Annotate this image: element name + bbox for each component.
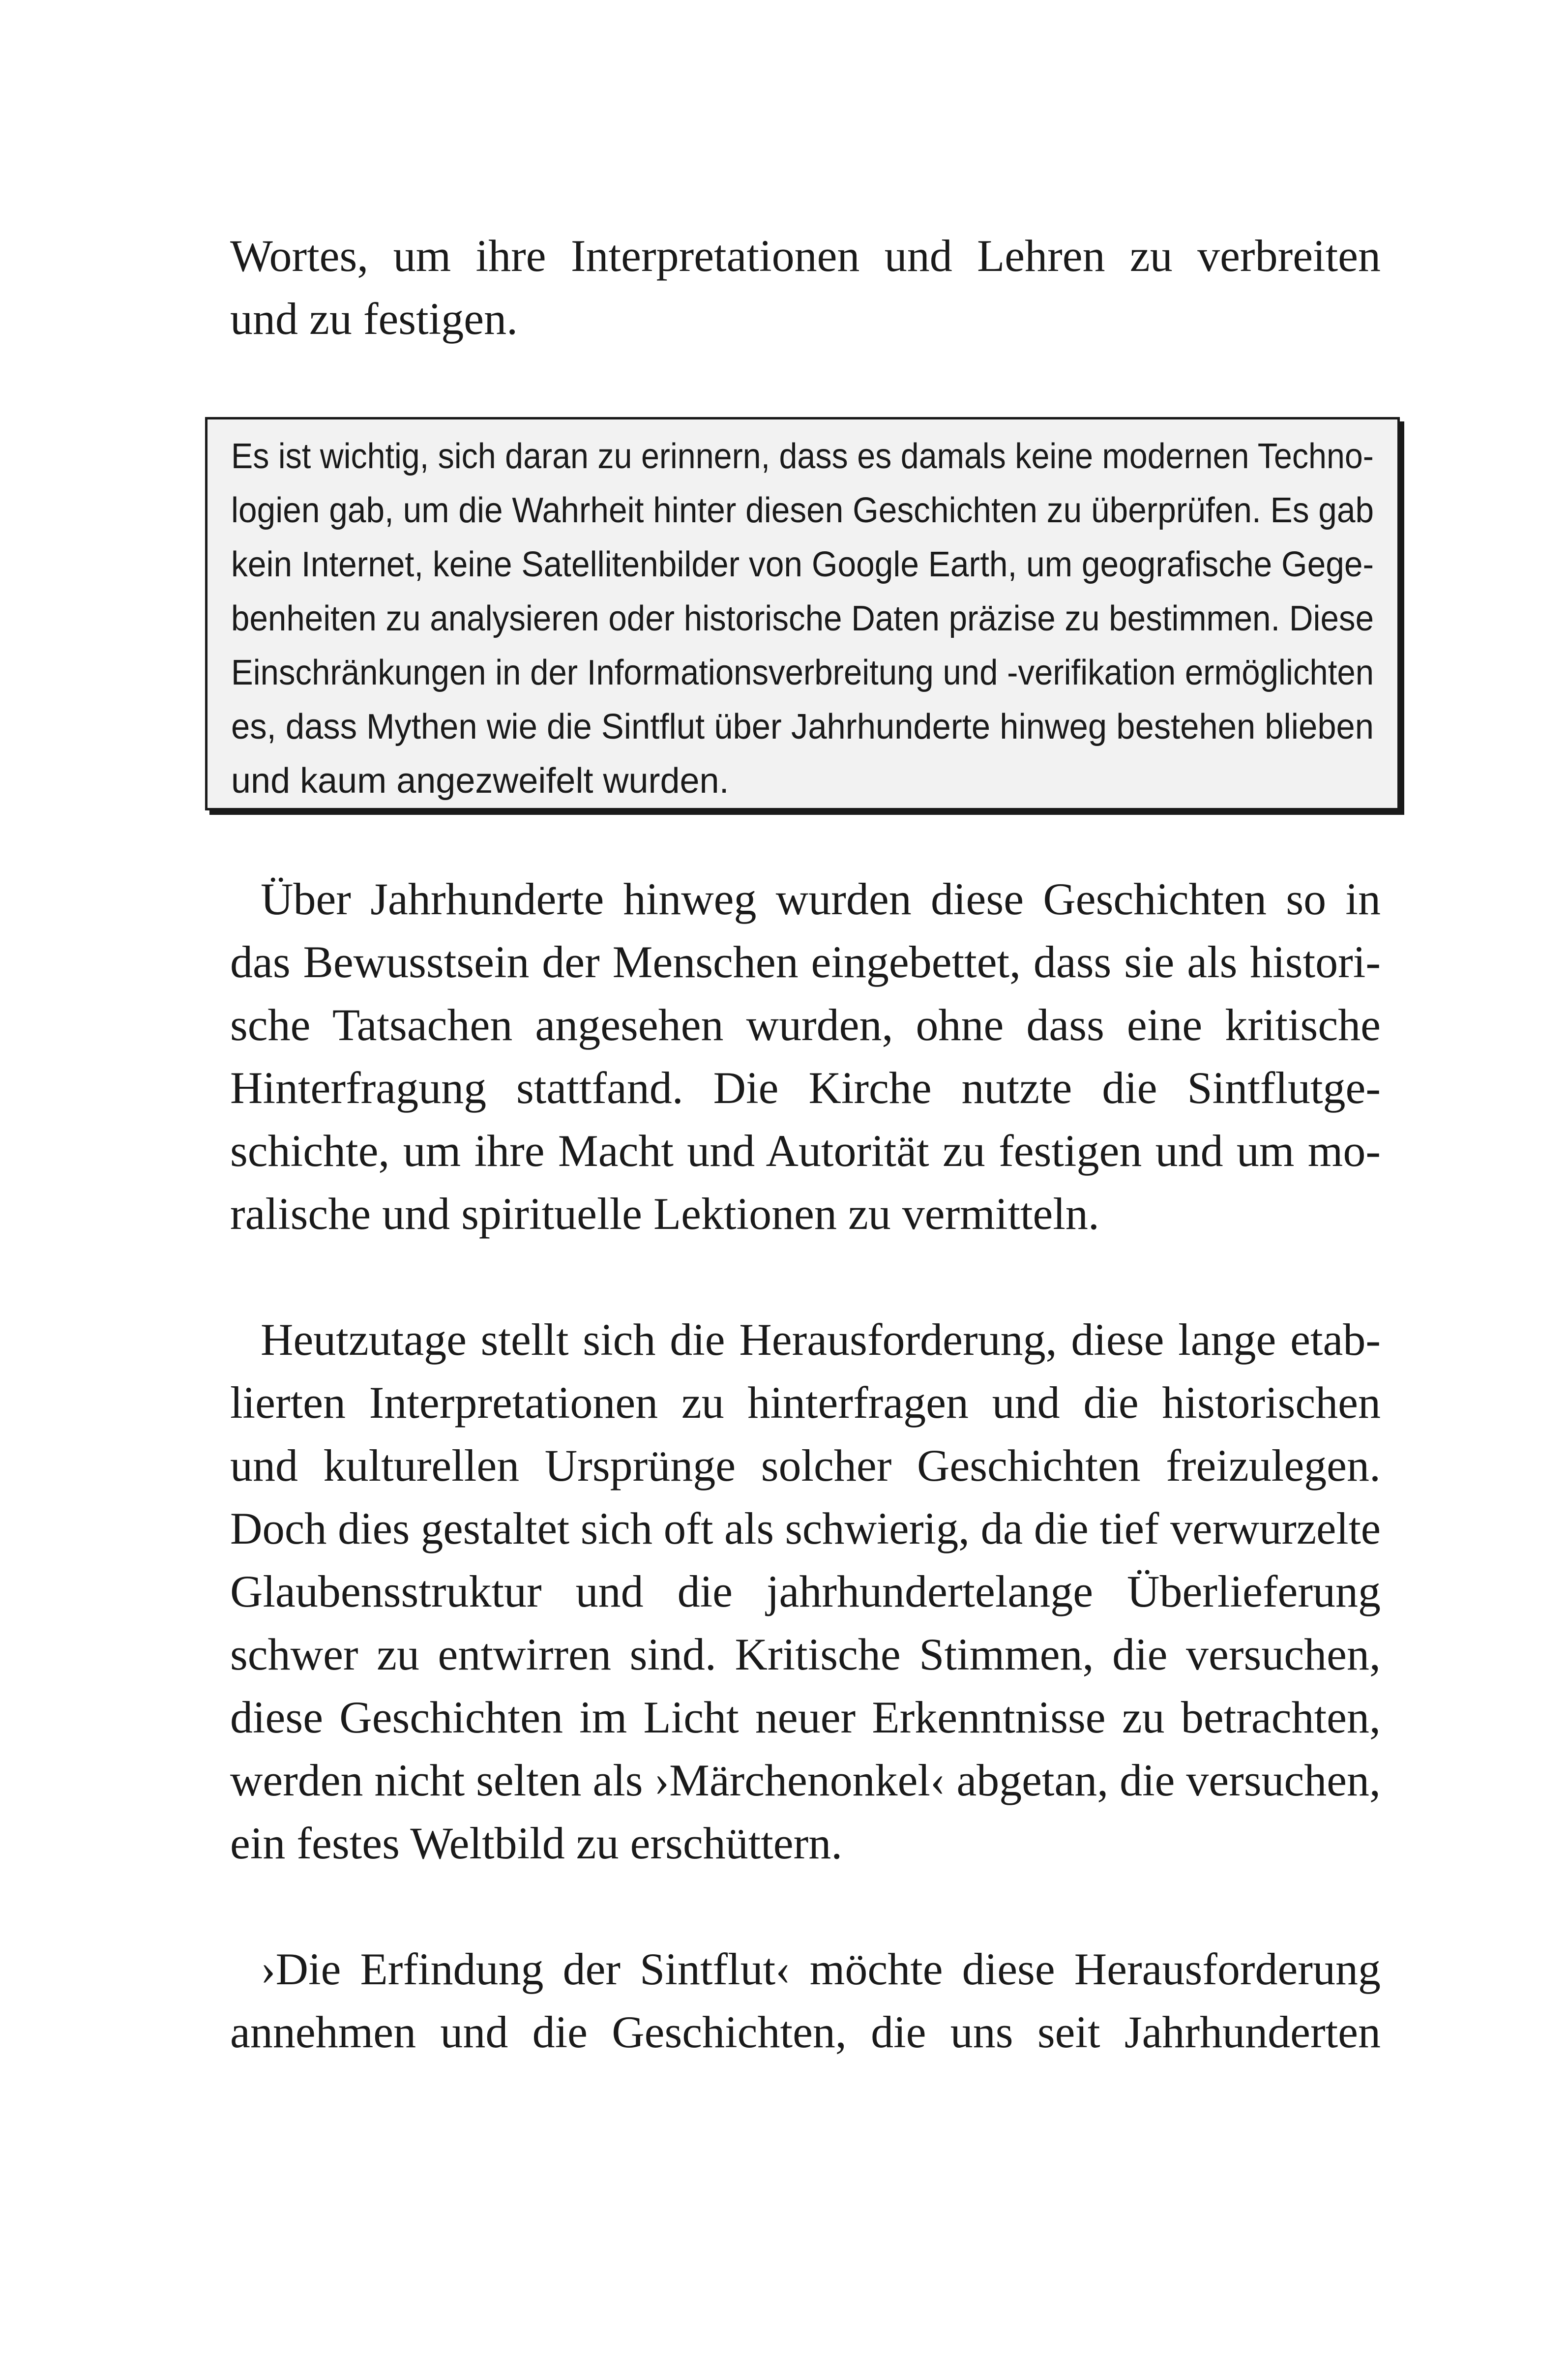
callout-line: Einschränkungen in der Informationsverbreitung und -verifikation ermöglichten [231, 653, 1374, 692]
text-line: Heutzutage stellt sich die Herausforderung, diese lange etab- [261, 1314, 1381, 1365]
callout-line: es, dass Mythen wie die Sintflut über Jahrhunderte hinweg bestehen blieben [231, 707, 1374, 746]
callout-line: und kaum angezweifelt wurden. [231, 761, 729, 801]
text-line: schichte, um ihre Macht und Autorität zu festigen und um mo- [230, 1126, 1381, 1176]
text-line: und zu festigen. [230, 294, 518, 344]
paragraph-continuation [230, 224, 1381, 350]
text-line: ralische und spirituelle Lektionen zu vermitteln. [230, 1189, 1099, 1239]
text-line: Über Jahrhunderte hinweg wurden diese Geschichten so in [261, 874, 1381, 924]
text-line: das Bewusstsein der Menschen eingebettet, dass sie als histori- [230, 937, 1381, 987]
callout-line: benheiten zu analysieren oder historische Daten präzise zu bestimmen. Diese [231, 599, 1374, 638]
text-line: ein festes Weltbild zu erschüttern. [230, 1818, 843, 1868]
text-line: ›Die Erfindung der Sintflut‹ möchte diese Herausforderung [261, 1944, 1381, 1994]
text-line: diese Geschichten im Licht neuer Erkenntnisse zu betrachten, [230, 1692, 1381, 1742]
callout-line: Es ist wichtig, sich daran zu erinnern, dass es damals keine modernen Techno- [231, 437, 1374, 476]
text-line: Wortes, um ihre Interpretationen und Lehren zu verbreiten [230, 231, 1381, 281]
text-line: Glaubensstruktur und die jahrhundertelange Überlieferung [230, 1566, 1381, 1616]
text-line: werden nicht selten als ›Märchenonkel‹ abgetan, die versuchen, [230, 1755, 1381, 1805]
callout-box [205, 417, 1400, 810]
text-line: annehmen und die Geschichten, die uns seit Jahrhunderten [230, 2007, 1381, 2057]
text-line: sche Tatsachen angesehen wurden, ohne dass eine kritische [230, 1000, 1381, 1050]
paragraph-jahrhunderte [230, 867, 1381, 1245]
text-line: Doch dies gestaltet sich oft als schwierig, da die tief verwurzelte [230, 1503, 1381, 1553]
text-line: lierten Interpretationen zu hinterfragen und die historischen [230, 1377, 1381, 1428]
text-line: Hinterfragung stattfand. Die Kirche nutzte die Sintflutge- [230, 1063, 1381, 1113]
text-line: schwer zu entwirren sind. Kritische Stimmen, die versuchen, [230, 1629, 1381, 1679]
text-line: und kulturellen Ursprünge solcher Geschichten freizulegen. [230, 1440, 1381, 1491]
paragraph-heutzutage [230, 1308, 1381, 1875]
paragraph-erfindung [230, 1938, 1381, 2063]
callout-line: kein Internet, keine Satellitenbilder von Google Earth, um geografische Gege- [231, 545, 1374, 584]
callout-line: logien gab, um die Wahrheit hinter diesen Geschichten zu überprüfen. Es gab [231, 491, 1374, 530]
